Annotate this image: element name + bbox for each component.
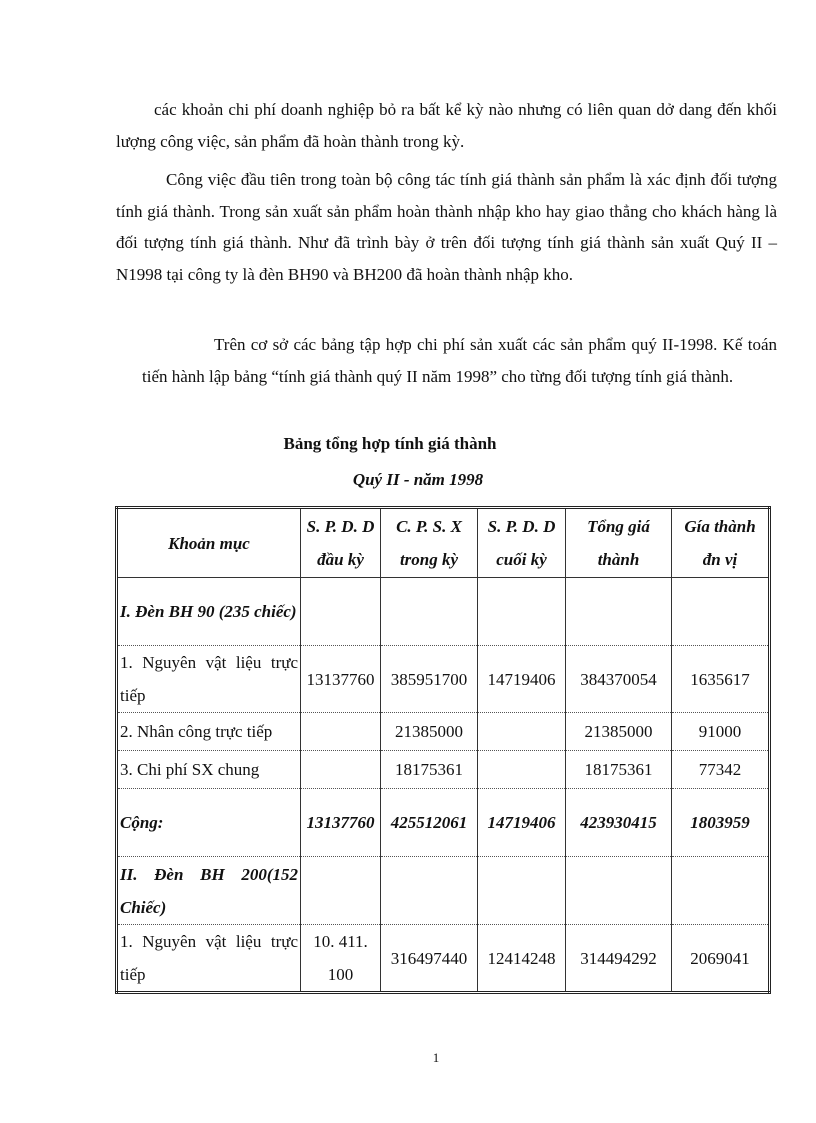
- cell-closing-wip: [478, 857, 566, 925]
- header-opening-wip: S. P. D. D đầu kỳ: [301, 508, 381, 578]
- cell-closing-wip: [478, 578, 566, 646]
- cell-period-cost: 385951700: [381, 646, 478, 713]
- cell-closing-wip: [478, 751, 566, 789]
- cell-total-cost: [566, 578, 672, 646]
- cell-period-cost: 18175361: [381, 751, 478, 789]
- table-row: [117, 925, 770, 993]
- cell-item: I. Đèn BH 90 (235 chiếc): [117, 578, 301, 646]
- cell-total-cost: [566, 857, 672, 925]
- cell-item: 2. Nhân công trực tiếp: [117, 713, 301, 751]
- cell-opening-wip: 10. 411. 100: [301, 925, 381, 993]
- cell-item: 3. Chi phí SX chung: [117, 751, 301, 789]
- cell-unit-cost: [672, 857, 770, 925]
- cell-item: Cộng:: [117, 789, 301, 857]
- cell-item: II. Đèn BH 200(152 Chiếc): [117, 857, 301, 925]
- paragraph-1: các khoản chi phí doanh nghiệp bỏ ra bất kể kỳ nào nhưng có liên quan dở dang đến khối lượng công việc, sản phẩm đã hoàn thành trong kỳ.: [116, 100, 777, 151]
- cell-unit-cost: 2069041: [672, 925, 770, 993]
- table-row-total: [117, 789, 770, 857]
- header-total-cost: Tổng giá thành: [566, 508, 672, 578]
- header-closing-wip: S. P. D. D cuối kỳ: [478, 508, 566, 578]
- cell-closing-wip: 14719406: [478, 646, 566, 713]
- cell-total-cost: 314494292: [566, 925, 672, 993]
- cell-unit-cost: 77342: [672, 751, 770, 789]
- cell-period-cost: [381, 578, 478, 646]
- table-subtitle: Quý II - năm 1998: [352, 470, 484, 489]
- cell-period-cost: 21385000: [381, 713, 478, 751]
- cell-period-cost: 316497440: [381, 925, 478, 993]
- header-period-cost: C. P. S. X trong kỳ: [381, 508, 478, 578]
- cell-item: 1. Nguyên vật liệu trực tiếp: [117, 646, 301, 713]
- header-cost-item: Khoản mục: [117, 508, 301, 578]
- page-number: 1: [432, 1050, 440, 1065]
- paragraph-2: Công việc đầu tiên trong toàn bộ công tác tính giá thành sản phẩm là xác định đối tượng tính giá thành. Trong sản xuất sản phẩm hoàn thành nhập kho hay giao thẳng cho khách hàng là đối tượng tính giá thành. Như đã trình bày ở trên đối tượng tính giá thành sản xuất Quý II –N1998 tại công ty là đèn BH90 và BH200 đã hoàn thành nhập kho.: [116, 170, 777, 284]
- table-row: [117, 646, 770, 713]
- cell-opening-wip: [301, 857, 381, 925]
- cell-period-cost: [381, 857, 478, 925]
- cell-unit-cost: 1803959: [672, 789, 770, 857]
- table-header-row: [117, 508, 770, 578]
- cell-unit-cost: [672, 578, 770, 646]
- cost-summary-table: [115, 506, 771, 994]
- cell-opening-wip: 13137760: [301, 646, 381, 713]
- cell-period-cost: 425512061: [381, 789, 478, 857]
- table-row: [117, 578, 770, 646]
- header-unit-cost: Gía thành đn vị: [672, 508, 770, 578]
- cell-opening-wip: [301, 751, 381, 789]
- cell-unit-cost: 1635617: [672, 646, 770, 713]
- cell-opening-wip: [301, 578, 381, 646]
- cell-opening-wip: 13137760: [301, 789, 381, 857]
- cell-closing-wip: 14719406: [478, 789, 566, 857]
- cell-item: 1. Nguyên vật liệu trực tiếp: [117, 925, 301, 993]
- cell-opening-wip: [301, 713, 381, 751]
- cell-total-cost: 423930415: [566, 789, 672, 857]
- table-row: [117, 751, 770, 789]
- table-row: [117, 713, 770, 751]
- cell-unit-cost: 91000: [672, 713, 770, 751]
- cell-closing-wip: [478, 713, 566, 751]
- cell-total-cost: 18175361: [566, 751, 672, 789]
- table-title: Bảng tổng hợp tính giá thành: [283, 434, 497, 453]
- paragraph-3: Trên cơ sở các bảng tập hợp chi phí sản xuất các sản phẩm quý II-1998. Kế toán tiến hành lập bảng “tính giá thành quý II năm 1998” cho từng đối tượng tính giá thành.: [142, 335, 777, 386]
- cell-total-cost: 384370054: [566, 646, 672, 713]
- table-row: [117, 857, 770, 925]
- cell-total-cost: 21385000: [566, 713, 672, 751]
- cell-closing-wip: 12414248: [478, 925, 566, 993]
